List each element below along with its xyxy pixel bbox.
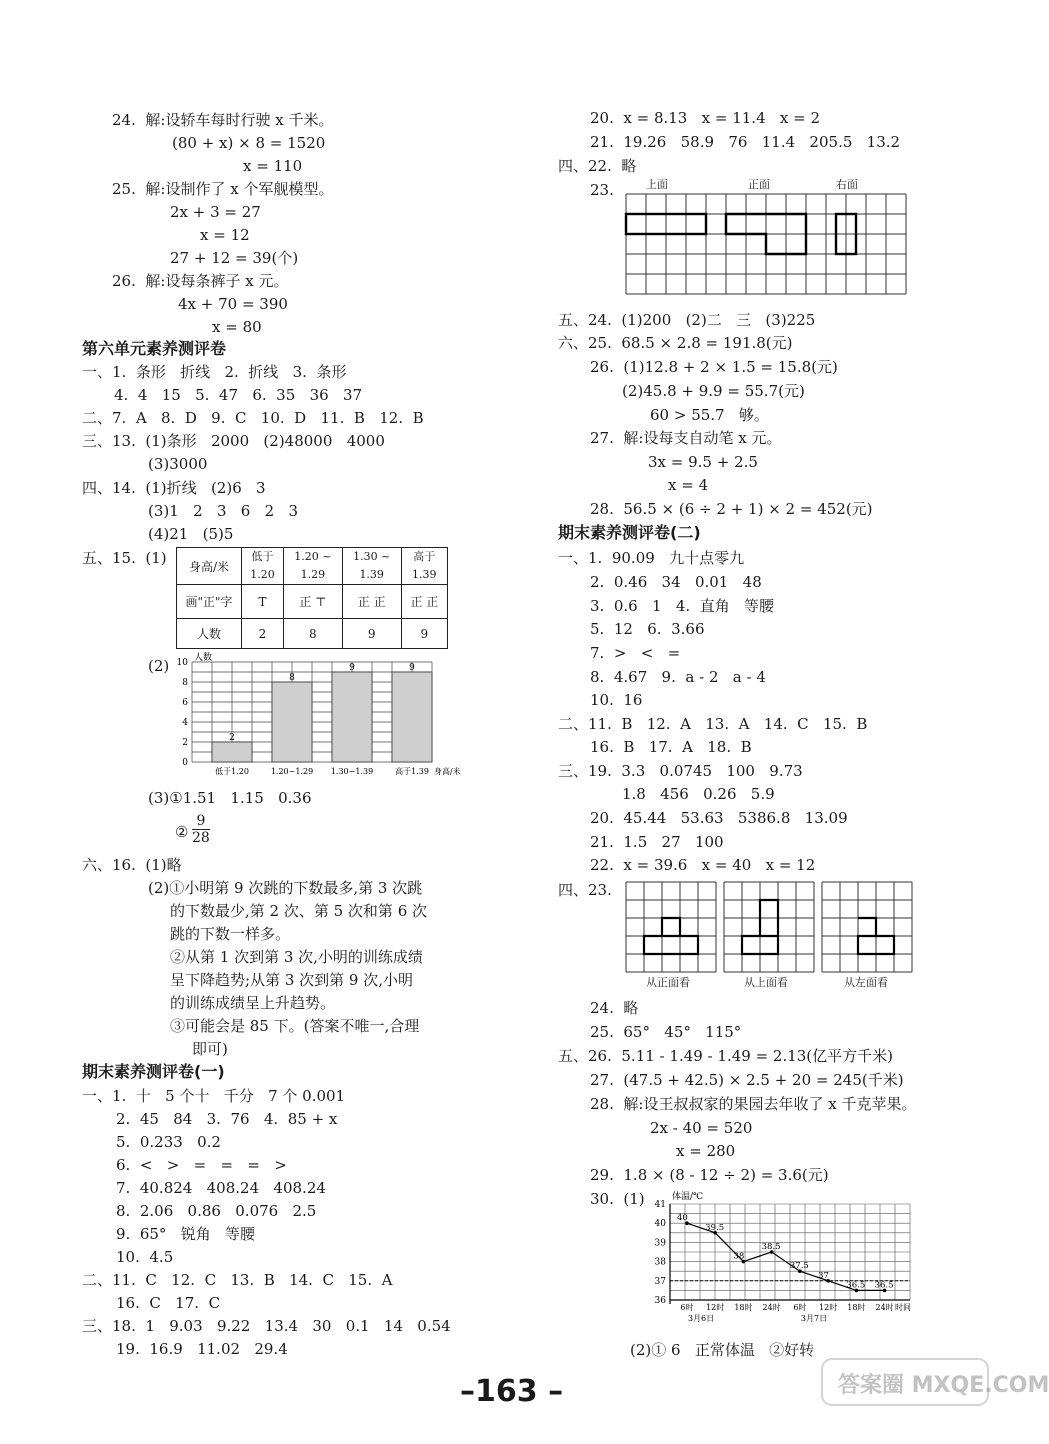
u6-line12: ② xyxy=(175,823,189,841)
u6-line14: (2)①小明第 9 次跳的下数最多,第 3 次跳 xyxy=(148,879,423,897)
table-header: 1.30 ~ 1.39 xyxy=(342,548,401,585)
u6-line11: (3)①1.51 1.15 0.36 xyxy=(148,789,312,807)
f1-line8: 10. 4.5 xyxy=(116,1248,174,1266)
g-line8: 二、11. B 12. A 13. A 14. C 15. B xyxy=(558,715,868,733)
bar-value-label: 9 xyxy=(409,663,415,673)
f1-line4: 6. < > = = = > xyxy=(116,1156,287,1174)
u6-line2: 4. 4 15 5. 47 6. 35 36 37 xyxy=(114,386,363,404)
y-tick-label: 41 xyxy=(654,1200,666,1210)
y-tick-label: 6 xyxy=(182,698,188,708)
g-line3: 3. 0.6 1 4. 直角 等腰 xyxy=(590,597,775,615)
r-line12: x = 4 xyxy=(668,476,709,494)
bar xyxy=(332,672,372,762)
r-line4: 23. xyxy=(590,181,614,199)
u6-line18: 呈下降趋势;从第 3 次到第 9 次,小明 xyxy=(170,971,413,989)
q25-answer: x = 12 xyxy=(200,226,250,244)
u6-line20: ③可能会是 85 下。(答案不唯一,合理 xyxy=(170,1017,420,1035)
y-tick-label: 36 xyxy=(654,1296,666,1306)
g-line22: x = 280 xyxy=(676,1142,736,1160)
x-axis-label: 时间 xyxy=(895,1303,911,1312)
f1-line1: 一、1. 十 5 个十 千分 7 个 0.001 xyxy=(82,1087,346,1105)
f1-line3: 5. 0.233 0.2 xyxy=(116,1133,221,1151)
f1-line11: 三、18. 1 9.03 9.22 13.4 30 0.1 14 0.54 xyxy=(82,1317,451,1335)
x-tick-label: 12时 xyxy=(706,1303,725,1312)
r-line13: 28. 56.5 × (6 ÷ 2 + 1) × 2 = 452(元) xyxy=(590,500,873,518)
three-views-grids-2 xyxy=(624,880,914,976)
section-final1-title: 期末素养测评卷(一) xyxy=(82,1062,225,1081)
u6-line13: 六、16. (1)略 xyxy=(82,856,182,874)
g-line13: 21. 1.5 27 100 xyxy=(590,833,724,851)
g-line18: 五、26. 5.11 - 1.49 - 1.49 = 2.13(亿平方千米) xyxy=(558,1047,894,1065)
g-line16: 24. 略 xyxy=(590,999,639,1017)
q24-eq: (80 + x) × 8 = 1520 xyxy=(172,134,326,152)
front-view-shape xyxy=(644,918,698,954)
g-line9: 16. B 17. A 18. B xyxy=(590,738,752,756)
view-label-top: 上面 xyxy=(646,178,668,191)
caption-top: 从上面看 xyxy=(744,976,788,989)
fraction-denominator: 28 xyxy=(192,830,210,846)
table-header: 高于 1.39 xyxy=(401,548,447,585)
q26-eq: 4x + 70 = 390 xyxy=(178,295,288,313)
g-line19: 27. (47.5 + 42.5) × 2.5 + 20 = 245(千米) xyxy=(590,1071,904,1089)
r-line5: 五、24. (1)200 (2)二 三 (3)225 xyxy=(558,311,816,329)
x-tick-label: 6时 xyxy=(793,1303,807,1312)
height-bar-chart xyxy=(170,652,460,782)
view-label-front: 正面 xyxy=(748,178,770,191)
fraction-numerator: 9 xyxy=(192,813,210,830)
g-line4: 5. 12 6. 3.66 xyxy=(590,620,705,638)
g-line21: 2x - 40 = 520 xyxy=(650,1119,753,1137)
g-line1: 一、1. 90.09 九十点零九 xyxy=(558,549,745,567)
y-tick-label: 0 xyxy=(182,758,188,768)
u6-line15: 的下数最少,第 2 次、第 5 次和第 6 次 xyxy=(170,902,428,920)
f1-line9: 二、11. C 12. C 13. B 14. C 15. A xyxy=(82,1271,393,1289)
y-tick-label: 8 xyxy=(182,678,188,688)
bar xyxy=(212,742,252,762)
three-views-grid xyxy=(624,192,908,304)
q24-answer: x = 110 xyxy=(243,157,303,175)
watermark-text: 答案圈 MXQE.COM xyxy=(838,1373,1049,1398)
r-line9: 60 > 55.7 够。 xyxy=(650,406,769,424)
date-label: 3月7日 xyxy=(800,1314,828,1323)
table-cell: 9 xyxy=(342,619,401,649)
y-tick-label: 4 xyxy=(182,718,188,728)
g-line11: 1.8 456 0.26 5.9 xyxy=(622,785,775,803)
x-tick-label: 18时 xyxy=(847,1303,866,1312)
u6-line7: (3)1 2 3 6 2 3 xyxy=(148,502,299,520)
f1-line7: 9. 65° 锐角 等腰 xyxy=(116,1225,256,1243)
y-tick-label: 40 xyxy=(654,1219,666,1230)
u6-line19: 的训练成绩呈上升趋势。 xyxy=(170,994,336,1012)
g-line2: 2. 0.46 34 0.01 48 xyxy=(590,573,762,591)
g-line5: 7. > < = xyxy=(590,644,681,662)
g-line24: 30. (1) xyxy=(590,1190,645,1208)
x-tick-label: 1.20~1.29 xyxy=(270,767,314,776)
fraction xyxy=(192,813,210,846)
g-line7: 10. 16 xyxy=(590,691,643,709)
g-line17: 25. 65° 45° 115° xyxy=(590,1023,742,1041)
f1-line10: 16. C 17. C xyxy=(116,1294,221,1312)
f1-line2: 2. 45 84 3. 76 4. 85 + x xyxy=(116,1110,338,1128)
f1-line12: 19. 16.9 11.02 29.4 xyxy=(116,1340,288,1358)
view-label-right: 右面 xyxy=(836,178,858,191)
section-final2-title: 期末素养测评卷(二) xyxy=(558,523,701,542)
x-tick-label: 12时 xyxy=(819,1303,838,1312)
u6-line3: 二、7. A 8. D 9. C 10. D 11. B 12. B xyxy=(82,409,424,427)
q24-line: 24. 解:设轿车每时行驶 x 千米。 xyxy=(112,111,334,129)
u6-line10: (2) xyxy=(148,657,170,675)
g-line25: (2)① 6 正常体温 ②好转 xyxy=(630,1341,815,1359)
page-number: –163 – xyxy=(460,1374,564,1409)
q26-line: 26. 解:设每条裤子 x 元。 xyxy=(112,272,289,290)
bar-value-label: 9 xyxy=(349,663,355,673)
q25-sum: 27 + 12 = 39(个) xyxy=(170,249,299,267)
table-header: 低于 1.20 xyxy=(242,548,284,585)
q25-eq: 2x + 3 = 27 xyxy=(170,203,261,221)
g-line15: 四、23. xyxy=(558,881,612,899)
r-line7: 26. (1)12.8 + 2 × 1.5 = 15.8(元) xyxy=(590,358,838,376)
u6-line9: 五、15. (1) xyxy=(82,549,167,567)
bar-value-label: 8 xyxy=(289,673,295,683)
r-line10: 27. 解:设每支自动笔 x 元。 xyxy=(590,429,782,447)
bar xyxy=(392,672,432,762)
x-tick-label: 高于1.39 xyxy=(395,767,429,776)
table-cell: 正 ⊤ xyxy=(283,585,342,619)
q26-answer: x = 80 xyxy=(212,318,262,336)
table-cell: 9 xyxy=(401,619,447,649)
y-tick-label: 2 xyxy=(182,738,188,748)
u6-line8: (4)21 (5)5 xyxy=(148,525,234,543)
table-header: 1.20 ~ 1.29 xyxy=(283,548,342,585)
table-cell: 2 xyxy=(242,619,284,649)
u6-line4: 三、13. (1)条形 2000 (2)48000 4000 xyxy=(82,432,385,450)
u6-line5: (3)3000 xyxy=(148,455,208,473)
g-line23: 29. 1.8 × (8 - 12 ÷ 2) = 3.6(元) xyxy=(590,1166,829,1184)
f1-line6: 8. 2.06 0.86 0.076 2.5 xyxy=(116,1202,317,1220)
g-line12: 20. 45.44 53.63 5386.8 13.09 xyxy=(590,809,848,827)
table-cell: 正 正 xyxy=(342,585,401,619)
g-line20: 28. 解:设王叔叔家的果园去年收了 x 千克苹果。 xyxy=(590,1095,917,1113)
table-cell: 8 xyxy=(283,619,342,649)
x-tick-label: 18时 xyxy=(734,1303,753,1312)
table-cell: 画"正"字 xyxy=(177,585,242,619)
data-label: 36.5 xyxy=(846,1280,866,1291)
caption-front: 从正面看 xyxy=(646,976,690,989)
x-axis-label: 身高/米 xyxy=(434,767,461,776)
temperature-line-chart xyxy=(648,1190,918,1330)
bar xyxy=(272,682,312,762)
height-tally-table xyxy=(176,547,448,649)
table-cell: 人数 xyxy=(177,619,242,649)
y-tick-label: 10 xyxy=(176,658,188,668)
x-tick-label: 6时 xyxy=(680,1303,694,1312)
y-tick-label: 38 xyxy=(654,1257,666,1268)
table-header: 身高/米 xyxy=(177,548,242,585)
bar-value-label: 2 xyxy=(229,733,235,743)
u6-line21: 即可) xyxy=(192,1040,228,1058)
caption-left: 从左面看 xyxy=(844,976,888,989)
y-tick-label: 39 xyxy=(654,1238,666,1249)
r-line3: 四、22. 略 xyxy=(558,157,637,175)
data-label: 37 xyxy=(818,1270,829,1281)
q25-line: 25. 解:设制作了 x 个军舰模型。 xyxy=(112,180,334,198)
r-line2: 21. 19.26 58.9 76 11.4 205.5 13.2 xyxy=(590,133,901,151)
u6-line1: 一、1. 条形 折线 2. 折线 3. 条形 xyxy=(82,363,347,381)
r-line1: 20. x = 8.13 x = 11.4 x = 2 xyxy=(590,109,821,127)
data-label: 37.5 xyxy=(789,1261,809,1272)
data-label: 36.5 xyxy=(874,1280,894,1291)
g-line14: 22. x = 39.6 x = 40 x = 12 xyxy=(590,856,816,874)
data-label: 38.5 xyxy=(761,1242,781,1252)
x-tick-label: 24时 xyxy=(875,1303,894,1312)
table-cell: 正 正 xyxy=(401,585,447,619)
section-unit6-title: 第六单元素养测评卷 xyxy=(82,339,227,358)
table-cell: T xyxy=(242,585,284,619)
f1-line5: 7. 40.824 408.24 408.24 xyxy=(116,1179,326,1197)
x-tick-label: 24时 xyxy=(762,1303,781,1312)
u6-line17: ②从第 1 次到第 3 次,小明的训练成绩 xyxy=(170,948,423,966)
date-label: 3月6日 xyxy=(687,1314,715,1323)
data-label: 39.5 xyxy=(705,1222,725,1233)
x-tick-label: 低于1.20 xyxy=(215,767,249,776)
y-tick-label: 37 xyxy=(654,1276,666,1287)
y-axis-label: 人数 xyxy=(194,653,213,663)
x-tick-label: 1.30~1.39 xyxy=(330,767,374,776)
data-label: 40 xyxy=(676,1213,688,1224)
g-line6: 8. 4.67 9. a - 2 a - 4 xyxy=(590,668,766,686)
g-line10: 三、19. 3.3 0.0745 100 9.73 xyxy=(558,762,803,780)
u6-line6: 四、14. (1)折线 (2)6 3 xyxy=(82,479,266,497)
r-line11: 3x = 9.5 + 2.5 xyxy=(648,453,758,471)
r-line6: 六、25. 68.5 × 2.8 = 191.8(元) xyxy=(558,334,793,352)
u6-line16: 跳的下数一样多。 xyxy=(170,925,291,943)
data-label: 38 xyxy=(733,1251,745,1262)
r-line8: (2)45.8 + 9.9 = 55.7(元) xyxy=(622,382,805,400)
y-axis-label: 体温/℃ xyxy=(672,1192,704,1202)
